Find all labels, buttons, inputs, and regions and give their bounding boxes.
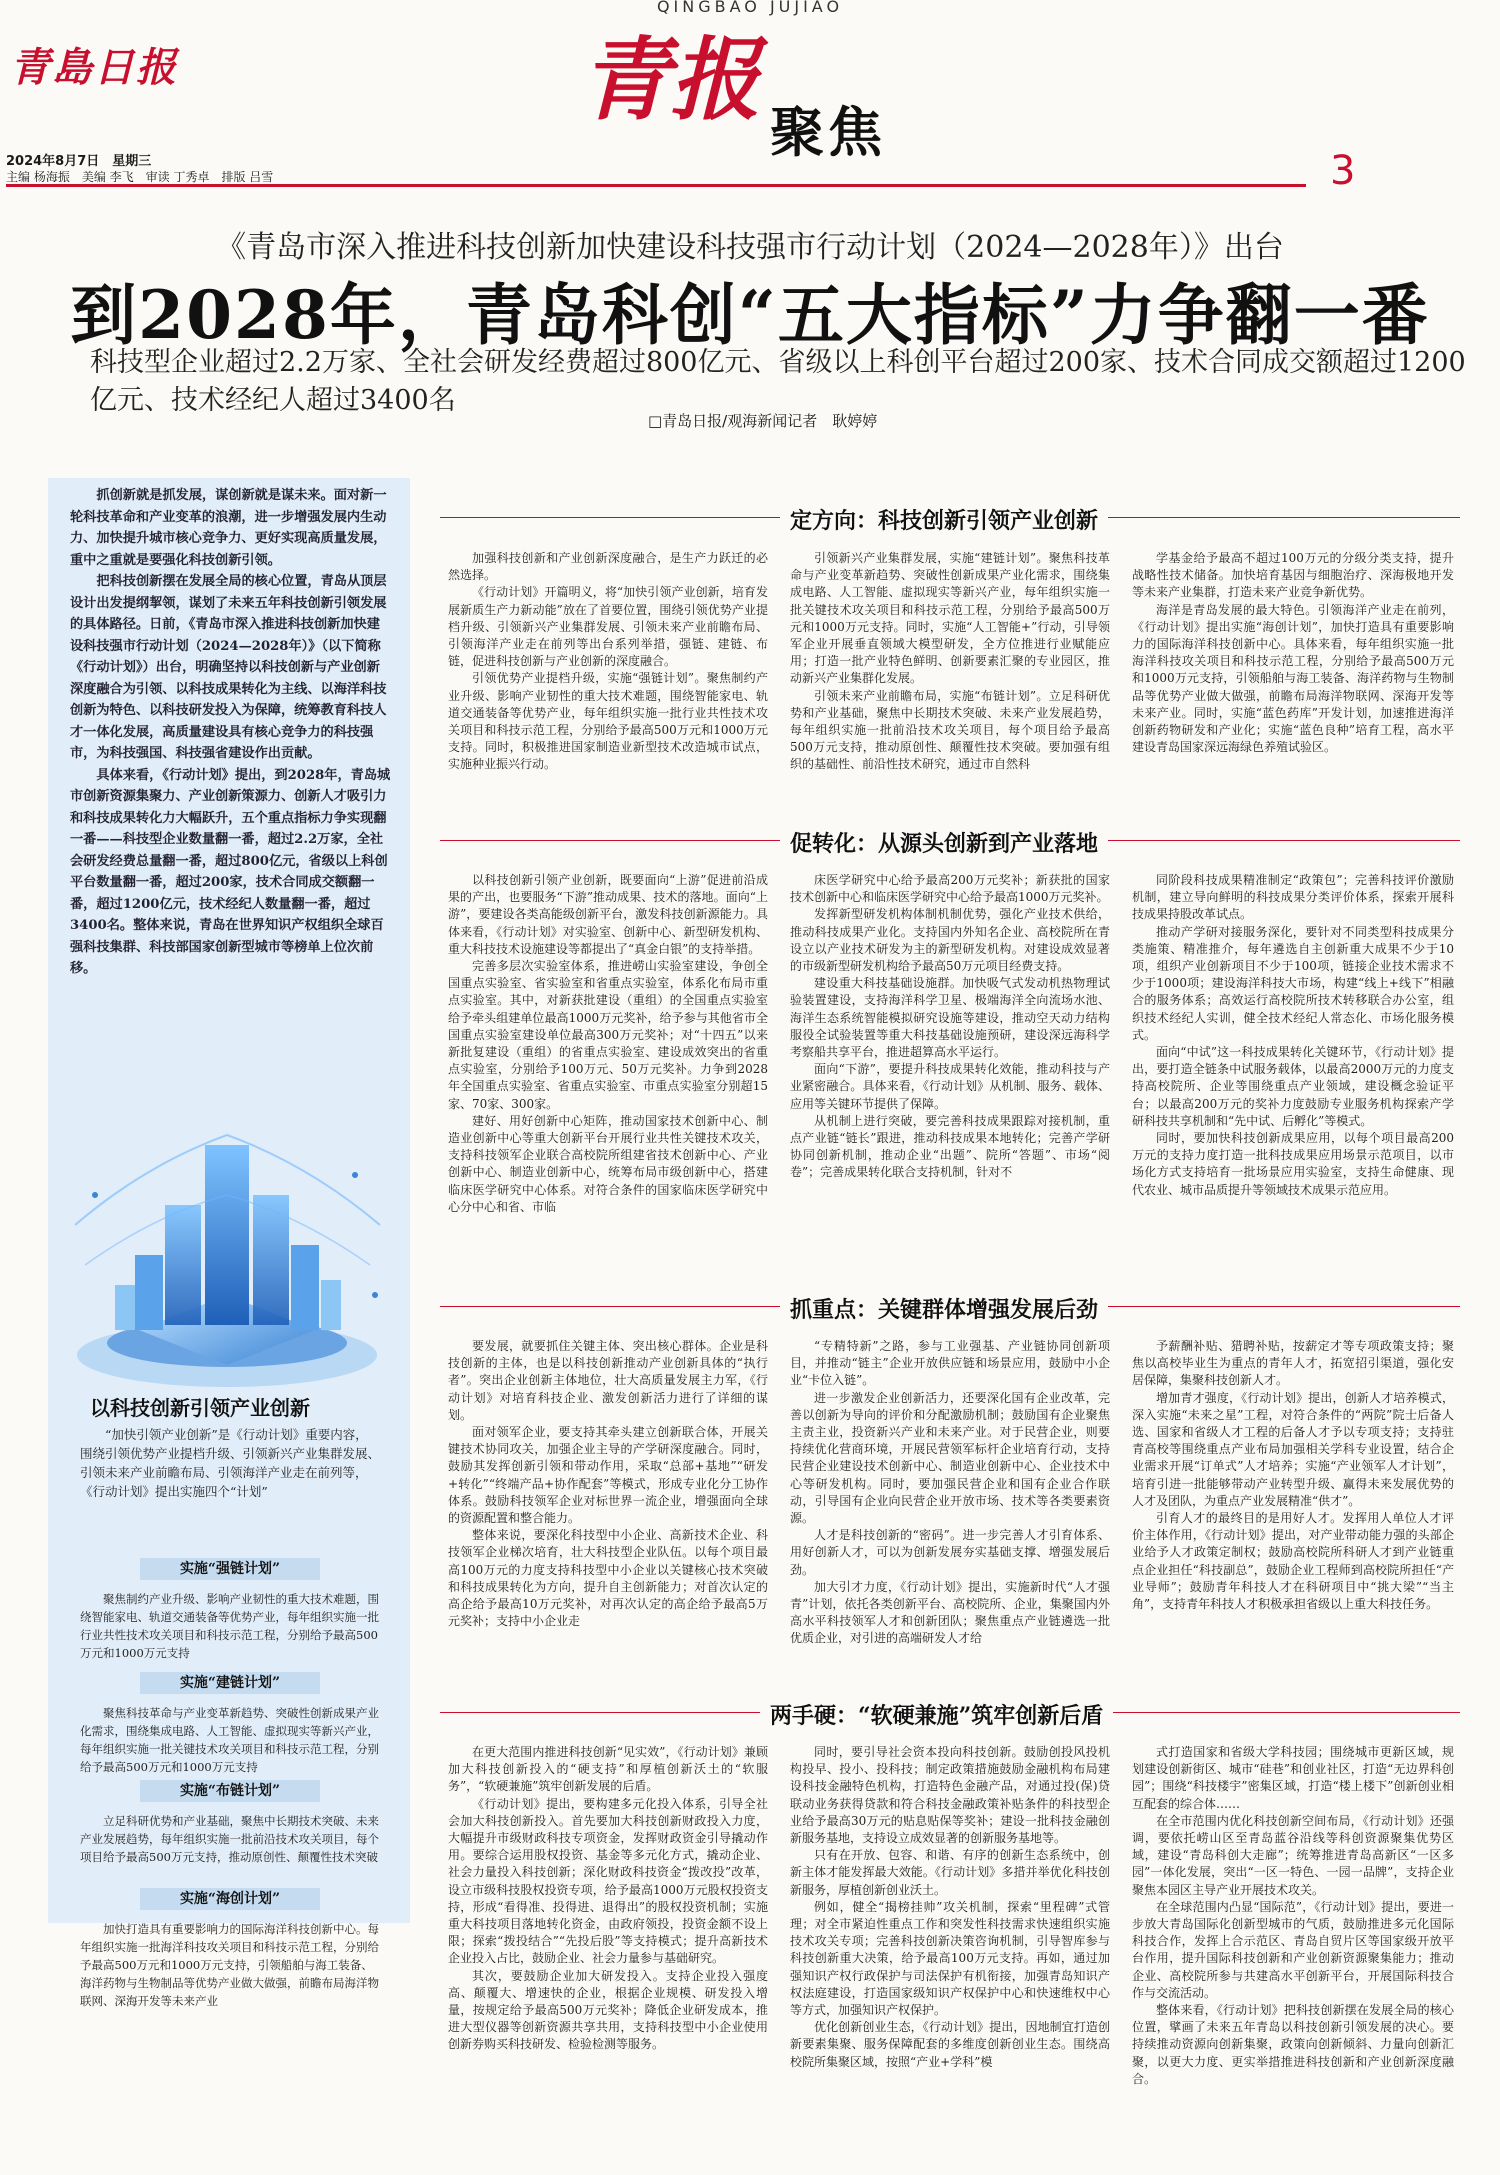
paragraph: 加大引才力度，《行动计划》提出，实施新时代“人才强青”计划，依托各类创新平台、高校院所、企业，集聚国内外高水平科技领军人才和创新团队；聚焦重点产业链遴选一批优质企业，对引进的高端研发人才给 [790, 1579, 1110, 1646]
plan-label: 实施“强链计划” [140, 1558, 320, 1580]
sidebar-intro: “加快引领产业创新”是《行动计划》重要内容，围绕引领优势产业提档升级、引领新兴产业集群发展、引领未来产业前瞻布局、引领海洋产业走在前列等，《行动计划》提出实施四个“计划” [80, 1427, 381, 1499]
paragraph: 海洋是青岛发展的最大特色。引领海洋产业走在前列，《行动计划》提出实施“海创计划”，加快打造具有重要影响力的国际海洋科技创新中心。具体来看，每年组织实施一批海洋科技攻关项目和科技示范工程，分别给予最高500万元和1000万元支持，引领船舶与海工装备、海洋药物与生物制品等优势产业做大做强，前瞻布局海洋物联网、深海开发等未来产业。同时，实施“蓝色药库”开发计划，加速推进海洋创新药物研发和产业化；实施“蓝色良种”培育工程，高水平建设青岛国家深远海绿色养殖试验区。 [1132, 602, 1454, 755]
article-column [1132, 1744, 1454, 2088]
paragraph: 建好、用好创新中心矩阵，推动国家技术创新中心、制造业创新中心等重大创新平台开展行业共性关键技术攻关，支持科技领军企业联合高校院所组建省技术创新中心、产业创新中心、制造业创新中心，统筹布局市级创新中心，搭建临床医学研究中心体系。对符合条件的国家临床医学研究中心分中心和省、市临 [448, 1113, 768, 1214]
article-column [790, 1338, 1110, 1648]
paragraph: 同时，要引导社会资本投向科技创新。鼓励创投风投机构投早、投小、投科技；制定政策措施鼓励金融机构布局建设科技金融特色机构，打造特色金融产品，对通过投(保)贷联动业务获得贷款和符合科技金融政策补贴条件的科技型企业给予最高30万元的贴息贴保等奖补；建设一批科技金融创新服务基地，支持设立成效显著的创新服务基地等。 [790, 1745, 1110, 1846]
paragraph: 增加青才强度，《行动计划》提出，创新人才培养模式，深入实施“未来之星”工程，对符合条件的“两院”院士后备人选、国家和省级人才工程的后备人才予以专项支持；支持驻青高校等围绕重点产业布局加强相关学科专业设置，结合企业需求开展“订单式”人才培养；实施“产业领军人才计划”，培育引进一批能够带动产业转型升级、赢得未来发展优势的人才及团队，为重点产业发展精准“供才”。 [1132, 1390, 1454, 1508]
paragraph: 引领新兴产业集群发展，实施“建链计划”。聚焦科技革命与产业变革新趋势、突破性创新成果产业化需求，围绕集成电路、人工智能、虚拟现实等新兴产业，每年组织实施一批关键技术攻关项目和科技示范工程，分别给予最高500万元和1000万元支持。同时，实施“人工智能+”行动，引导领军企业开展垂直领域大模型研发，全方位推进行业赋能应用；打造一批产业特色鲜明、创新要素汇聚的专业园区，推动新兴产业集群化发展。 [790, 551, 1110, 686]
paragraph: 予薪酬补贴、猎聘补贴，按薪定才等专项政策支持；聚焦以高校毕业生为重点的青年人才，拓宽招引渠道，强化安居保障，集聚科技创新人才。 [1132, 1339, 1454, 1388]
article-column [790, 872, 1110, 1182]
section-title: 抓重点：关键群体增强发展后劲 [780, 1293, 1108, 1324]
section-title: 促转化：从源头创新到产业落地 [780, 827, 1108, 858]
paragraph: 要发展，就要抓住关键主体、突出核心群体。企业是科技创新的主体，也是以科技创新推动产业创新具体的“执行者”。突出企业创新主体地位，壮大高质量发展主力军，《行动计划》对培育科技企业、激发创新活力进行了详细的谋划。 [448, 1339, 768, 1422]
section-logo: 青报 [580, 27, 760, 133]
article-column [1132, 1338, 1454, 1613]
byline: □青岛日报/观海新闻记者 耿婷婷 [648, 412, 878, 430]
paragraph: 整体来说，要深化科技型中小企业、高新技术企业、科技领军企业梯次培育，壮大科技型企业队伍。以每个项目最高100万元的力度支持科技型中小企业以关键核心技术突破和科技成果转化为方向，提升自主创新能力；对首次认定的高企给予最高10万元奖补，对再次认定的高企给予最高5万元奖补；支持中小企业走 [448, 1528, 768, 1629]
paragraph: 《行动计划》提出，要构建多元化投入体系，引导全社会加大科技创新投入。首先要加大科技创新财政投入力度，大幅提升市级财政科技专项资金，发挥财政资金引导撬动作用。要综合运用股权投资、基金等多元化方式，撬动企业、社会力量投入科技创新；深化财政科技资金“拨改投”改革，设立市级科技股权投资专项，给予最高1000万元股权投资支持，形成“看得准、投得进、退得出”的股权投资机制；实施重大科技项目落地转化资金，由政府领投，投资金额不设上限；探索“拨投结合”“先投后股”等支持模式；提升高新技术企业投入占比，鼓励企业、社会力量参与基础研究。 [448, 1796, 768, 1966]
plan-label: 实施“建链计划” [140, 1672, 320, 1694]
page-number: 3 [1330, 148, 1356, 194]
paragraph: 整体来看，《行动计划》把科技创新摆在发展全局的核心位置，擘画了未来五年青岛以科技创新引领发展的决心。要持续推动资源向创新集聚，政策向创新倾斜、力量向创新汇聚，以更大力度、更实举措推进科技创新和产业创新深度融合。 [1132, 2003, 1454, 2086]
lead-paragraph: 把科技创新摆在发展全局的核心位置，青岛从顶层设计出发提纲挈领，谋划了未来五年科技创新引领发展的具体路径。日前，《青岛市深入推进科技创新加快建设科技强市行动计划（2024—2028年）》（以下简称《行动计划》）出台，明确坚持以科技创新与产业创新深度融合为引领、以科技成果转化为主线、以海洋科技创新为特色、以科技研发投入为保障，统筹教育科技人才一体化发展，高质量建设具有核心竞争力的科技强市，为科技强国、科技强省建设作出贡献。 [70, 574, 387, 761]
section-name: 聚焦 [770, 100, 886, 164]
masthead-pinyin: QINGBAO JUJIAO [656, 0, 844, 16]
article-column [448, 872, 768, 1216]
paragraph: 引领未来产业前瞻布局，实施“布链计划”。立足科研优势和产业基础，聚焦中长期技术突破、未来产业发展趋势，每年组织实施一批前沿技术攻关项目，每个项目给予最高500万元支持，推动原创性、颠覆性技术突破。要加强有组织的基础性、前沿性技术研究，通过市自然科 [790, 688, 1110, 772]
paragraph: 同阶段科技成果精准制定“政策包”；完善科技评价激励机制，建立导向鲜明的科技成果分类评价体系，探索开展科技成果持股改革试点。 [1132, 873, 1454, 922]
paragraph: 完善多层次实验室体系，推进崂山实验室建设，争创全国重点实验室、省实验室和省重点实验室，体系化布局市重点实验室。其中，对新获批建设（重组）的全国重点实验室给予牵头组建单位最高1000万元奖补，给予参与其他省市全国重点实验室建设单位最高300万元奖补；对“十四五”以来新批复建设（重组）的省重点实验室、建设成效突出的省重点实验室，分别给予100万元、50万元奖补。力争到2028年全国重点实验室、省重点实验室、市重点实验室分别超15家、70家、300家。 [448, 959, 768, 1111]
paragraph: 在全球范围内凸显“国际范”，《行动计划》提出，要进一步放大青岛国际化创新型城市的气质，鼓励推进多元化国际科技合作，发挥上合示范区、青岛自贸片区等国家级开放平台作用，提升国际科技创新和产业创新资源聚集能力；推动企业、高校院所参与共建高水平创新平台，开展国际科技合作与交流活动。 [1132, 1899, 1454, 2000]
lead-paragraph: 抓创新就是抓发展，谋创新就是谋未来。面对新一轮科技革命和产业变革的浪潮，进一步增强发展内生动力、加快提升城市核心竞争力、更好实现高质量发展，重中之重就是要强化科技创新引领。 [70, 488, 387, 568]
article-column [790, 550, 1110, 774]
article-column [1132, 550, 1454, 756]
paragraph: 在更大范围内推进科技创新“见实效”，《行动计划》兼顾加大科技创新投入的“硬支持”和厚植创新沃土的“软服务”，“软硬兼施”筑牢创新发展的后盾。 [448, 1745, 768, 1794]
header-rule [6, 184, 1306, 187]
section-title: 两手硬：“软硬兼施”筑牢创新后盾 [760, 1699, 1113, 1730]
paragraph: 面向“中试”这一科技成果转化关键环节，《行动计划》提出，要打造全链条中试服务载体，以最高2000万元的力度支持高校院所、企业等围绕重点产业领域，建设概念验证平台；以最高200万元的奖补力度鼓励专业服务机构探索产学研科技共享机制和“先中试、后孵化”等模式。 [1132, 1045, 1454, 1128]
tech-city-illustration [55, 1105, 400, 1395]
paragraph: 建设重大科技基础设施群。加快吸气式发动机热物理试验装置建设，支持海洋科学卫星、极端海洋全向流场水池、海洋生态系统智能模拟研究设施等建设，推动空天动力结构服役全试验装置等重大科技基础设施预研，建设深远海科学考察船共享平台，推进超算高水平运行。 [790, 976, 1110, 1060]
sidebar-title: 以科技创新引领产业创新 [90, 1396, 310, 1420]
subheadline: 科技型企业超过2.2万家、全社会研发经费超过800亿元、省级以上科创平台超过200家、技术合同成交额超过1200亿元、技术经纪人超过3400名 [90, 347, 1466, 416]
article-column [1132, 872, 1454, 1199]
article-column [448, 550, 768, 774]
paragraph: 学基金给予最高不超过100万元的分级分类支持，提升战略性技术储备。加快培育基因与细胞治疗、深海极地开发等未来产业集群，打造未来产业竞争新优势。 [1132, 551, 1454, 600]
plan-label: 实施“海创计划” [140, 1888, 320, 1910]
plan-label: 实施“布链计划” [140, 1780, 320, 1802]
paragraph: 进一步激发企业创新活力，还要深化国有企业改革，完善以创新为导向的评价和分配激励机制；鼓励国有企业聚焦主责主业，投资新兴产业和未来产业。对于民营企业，则要持续优化营商环境，开展民营领军标杆企业培育行动，支持民营企业建设技术创新中心、制造业创新中心、企业技术中心等研发机构。同时，要加强民营企业和国有企业合作联动，引导国有企业向民营企业开放市场、技术等各类要素资源。 [790, 1390, 1110, 1526]
headline: 到2028年，青岛科创“五大指标”力争翻一番 [70, 276, 1430, 354]
paragraph: 优化创新创业生态，《行动计划》提出，因地制宜打造创新要素集聚、服务保障配套的多维度创新创业生态。围绕高校院所集聚区域，按照“产业+学科”模 [790, 2020, 1110, 2069]
paragraph: 人才是科技创新的“密码”。进一步完善人才引育体系、用好创新人才，可以为创新发展夯实基础支撑、增强发展后劲。 [790, 1528, 1110, 1577]
editor-credits: 主编 杨海振 美编 李飞 审读 丁秀卓 排版 吕雪 [6, 170, 274, 184]
article-column [448, 1338, 768, 1630]
paragraph: 从机制上进行突破，要完善科技成果跟踪对接机制，重点产业链“链长”跟进，推动科技成果本地转化；完善产学研协同创新机制，推动企业“出题”、院所“答题”、市场“阅卷”；完善成果转化联合支持机制，针对不 [790, 1113, 1110, 1180]
paragraph: 同时，要加快科技创新成果应用，以每个项目最高200万元的支持力度打造一批科技成果应用场景示范项目，以市场化方式支持培育一批场景应用实验室，支持生命健康、现代农业、城市品质提升等领域技术成果示范应用。 [1132, 1131, 1454, 1197]
kicker: 《青岛市深入推进科技创新加快建设科技强市行动计划（2024—2028年）》出台 [216, 230, 1284, 265]
paragraph: 只有在开放、包容、和谐、有序的创新生态系统中，创新主体才能发挥最大效能。《行动计划》多措并举优化科技创新服务，厚植创新创业沃土。 [790, 1848, 1110, 1897]
paragraph: 例如，健全“揭榜挂帅”攻关机制，探索“里程碑”式管理；对全市紧迫性重点工作和突发性科技需求快速组织实施技术攻关专项；完善科技创新决策咨询机制，引导智库参与科技创新重大决策，给予最高100万元支持。再如，通过加强知识产权行政保护与司法保护有机衔接，加强青岛知识产权法庭建设，打造国家级知识产权保护中心和快速维权中心等方式，加强知识产权保护。 [790, 1899, 1110, 2018]
paragraph: 《行动计划》开篇明义，将“加快引领产业创新，培育发展新质生产力新动能”放在了首要位置，围绕引领优势产业提档升级、引领新兴产业集群发展、引领未来产业前瞻布局、引领海洋产业走在前列等出台系列举措，强链、建链、布链，促进科技创新与产业创新的深度融合。 [448, 585, 768, 669]
section-title: 定方向：科技创新引领产业创新 [780, 504, 1108, 535]
plan-text: 加快打造具有重要影响力的国际海洋科技创新中心。每年组织实施一批海洋科技攻关项目和科技示范工程，分别给予最高500万元和1000万元支持，引领船舶与海工装备、海洋药物与生物制品等优势产业做大做强，前瞻布局海洋物联网、深海开发等未来产业 [80, 1922, 379, 2008]
lead-paragraph: 具体来看，《行动计划》提出，到2028年，青岛城市创新资源集聚力、产业创新策源力、创新人才吸引力和科技成果转化力大幅跃升，五个重点指标力争实现翻一番——科技型企业数量翻一番，超过2.2万家，全社会研发经费总量翻一番，超过800亿元，省级以上科创平台数量翻一番，超过200家，技术合同成交额翻一番，超过1200亿元，技术经纪人数量翻一番，超过3400名。整体来说，青岛在世界知识产权组织全球百强科技集群、科技部国家创新型城市等榜单上位次前移。 [70, 767, 391, 976]
paragraph: 在全市范围内优化科技创新空间布局，《行动计划》还强调，要依托崂山区至青岛蓝谷沿线等科创资源聚集优势区域，建设“青岛科创大走廊”；统筹推进青岛高新区“一区多园”一体化发展，突出“一区一特色、一园一品牌”，支持企业聚焦本园区主导产业开展技术攻关。 [1132, 1813, 1454, 1897]
article-column [448, 1744, 768, 2054]
plan-text: 立足科研优势和产业基础，聚焦中长期技术突破、未来产业发展趋势，每年组织实施一批前沿技术攻关项目，每个项目给予最高500万元支持，推动原创性、颠覆性技术突破 [80, 1814, 379, 1864]
plan-text: 聚焦科技革命与产业变革新趋势、突破性创新成果产业化需求，围绕集成电路、人工智能、虚拟现实等新兴产业，每年组织实施一批关键技术攻关项目和科技示范工程，分别给予最高500万元和1000万元支持 [80, 1706, 379, 1774]
paragraph: 其次，要鼓励企业加大研发投入。支持企业投入强度高、颠覆大、增速快的企业，根据企业规模、研发投入增量，按规定给予最高500万元奖补；降低企业研发成本，推进大型仪器等创新资源共享共用，支持科技型中小企业使用创新券购买科技研发、检验检测等服务。 [448, 1968, 768, 2052]
paragraph: 面对领军企业，要支持其牵头建立创新联合体，开展关键技术协同攻关，加强企业主导的产学研深度融合。同时，鼓励其发挥创新引领和带动作用，采取“总部+基地”“研发+转化”“终端产品+协作配套”等模式，形成专业化分工协作体系。鼓励科技领军企业对标世界一流企业，增强面向全球的资源配置和整合能力。 [448, 1425, 768, 1526]
paragraph: 式打造国家和省级大学科技园；围绕城市更新区域，规划建设创新街区、城市“硅巷”和创业社区，打造“无边界科创园”；围绕“科技楼宇”密集区域，打造“楼上楼下”创新创业相互配套的综合体…… [1132, 1745, 1454, 1811]
article-column [790, 1744, 1110, 2071]
paragraph: 引育人才的最终目的是用好人才。发挥用人单位人才评价主体作用，《行动计划》提出，对产业带动能力强的头部企业给予人才政策定制权；鼓励高校院所科研人才到产业链重点企业担任“科技副总”，鼓励企业工程师到高校院所担任“产业导师”；鼓励青年科技人才在科研项目中“挑大梁”“当主角”，支持青年科技人才积极承担省级以上重大科技任务。 [1132, 1511, 1454, 1612]
paragraph: 面向“下游”，要提升科技成果转化效能，推动科技与产业紧密融合。具体来看，《行动计划》从机制、服务、载体、应用等关键环节提供了保障。 [790, 1062, 1110, 1111]
lead-text [70, 485, 392, 980]
paragraph: 引领优势产业提档升级，实施“强链计划”。聚焦制约产业升级、影响产业韧性的重大技术难题，围绕智能家电、轨道交通装备等优势产业，每年组织实施一批行业共性技术攻关项目和科技示范工程，分别给予最高500万元和1000万元支持。同时，积极推进国家制造业新型技术改造城市试点，实施种业振兴行动。 [448, 671, 768, 772]
paper-logo: 青島日报 [10, 44, 178, 91]
plan-text: 聚焦制约产业升级、影响产业韧性的重大技术难题，围绕智能家电、轨道交通装备等优势产业，每年组织实施一批行业共性技术攻关项目和科技示范工程，分别给予最高500万元和1000万元支持 [80, 1592, 379, 1660]
paragraph: 发挥新型研发机构体制机制优势，强化产业技术供给，推动科技成果产业化。支持国内外知名企业、高校院所在青设立以产业技术研发为主的新型研发机构。对建设成效显著的市级新型研发机构给予最高50万元项目经费支持。 [790, 907, 1110, 974]
paragraph: “专精特新”之路，参与工业强基、产业链协同创新项目，并推动“链主”企业开放供应链和场景应用，鼓励中小企业“卡位入链”。 [790, 1339, 1110, 1388]
issue-date: 2024年8月7日 星期三 [6, 154, 152, 169]
paragraph: 推动产学研对接服务深化，要针对不同类型科技成果分类施策、精准推介，每年遴选自主创新重大成果不少于10项，组织产业创新项目不少于100项，链接企业技术需求不少于1000项；建设海洋科技大市场，构建“线上+线下”相融合的服务体系；高效运行高校院所技术转移联合办公室，组织技术经纪人实训，健全技术经纪人常态化、市场化服务模式。 [1132, 924, 1454, 1042]
paragraph: 以科技创新引领产业创新，既要面向“上游”促进前沿成果的产出，也要服务“下游”推动成果、技术的落地。面向“上游”，要建设各类高能级创新平台，激发科技创新源能力。具体来看，《行动计划》对实验室、创新中心、新型研发机构、重大科技技术设施建设等都提出了“真金白银”的支持举措。 [448, 873, 768, 956]
paragraph: 床医学研究中心给予最高200万元奖补；新获批的国家技术创新中心和临床医学研究中心给予最高1000万元奖补。 [790, 873, 1110, 905]
paragraph: 加强科技创新和产业创新深度融合，是生产力跃迁的必然选择。 [448, 551, 768, 583]
